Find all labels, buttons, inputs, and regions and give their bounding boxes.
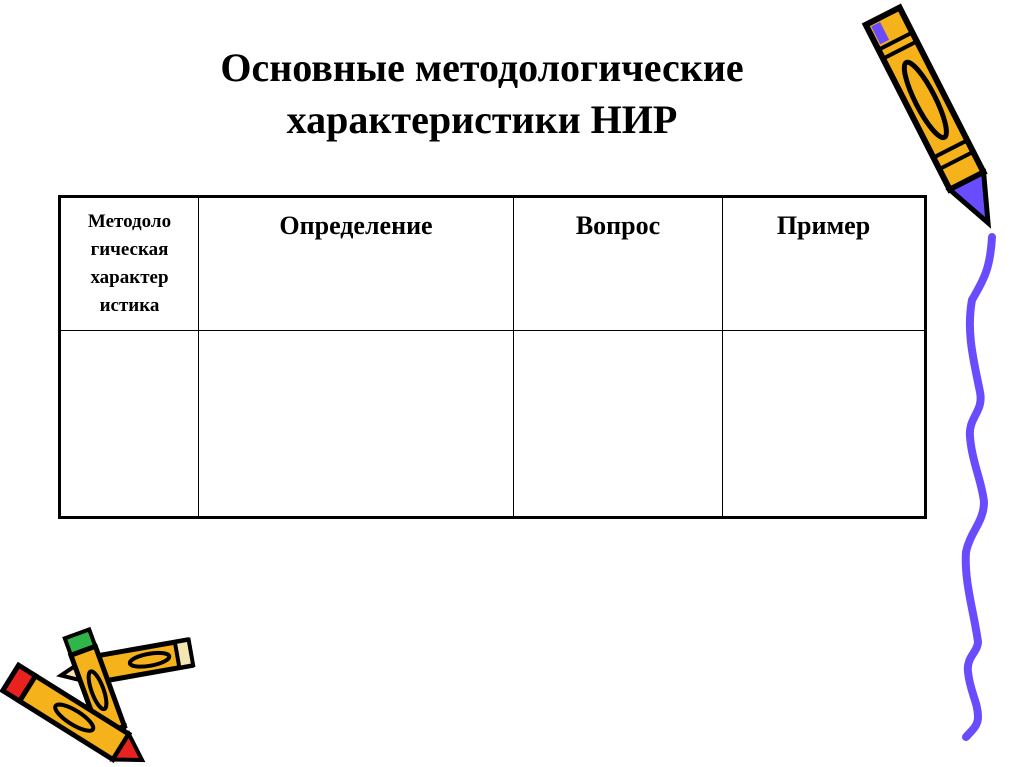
title-line-2: характеристики НИР <box>286 97 678 142</box>
title-line-1: Основные методологические <box>220 45 744 90</box>
characteristics-table <box>58 195 927 519</box>
header-text-line: Методоло <box>87 211 172 232</box>
table-cell[interactable] <box>60 331 199 518</box>
pencil-icon <box>860 0 1010 245</box>
header-example: Пример <box>723 197 926 331</box>
header-definition: Определение <box>199 197 514 331</box>
table-row <box>60 331 926 518</box>
slide-title <box>120 42 844 146</box>
table-cell[interactable] <box>514 331 723 518</box>
header-text-line: истика <box>99 295 160 316</box>
crossed-pencils-icon <box>0 620 210 765</box>
header-text-line: гическая <box>90 239 169 260</box>
header-text-line: характер <box>90 267 169 288</box>
header-question: Вопрос <box>514 197 723 331</box>
table-cell[interactable] <box>723 331 926 518</box>
header-characteristic <box>60 197 199 331</box>
table-cell[interactable] <box>199 331 514 518</box>
squiggle-line <box>960 232 1010 747</box>
table-header-row <box>60 197 926 331</box>
